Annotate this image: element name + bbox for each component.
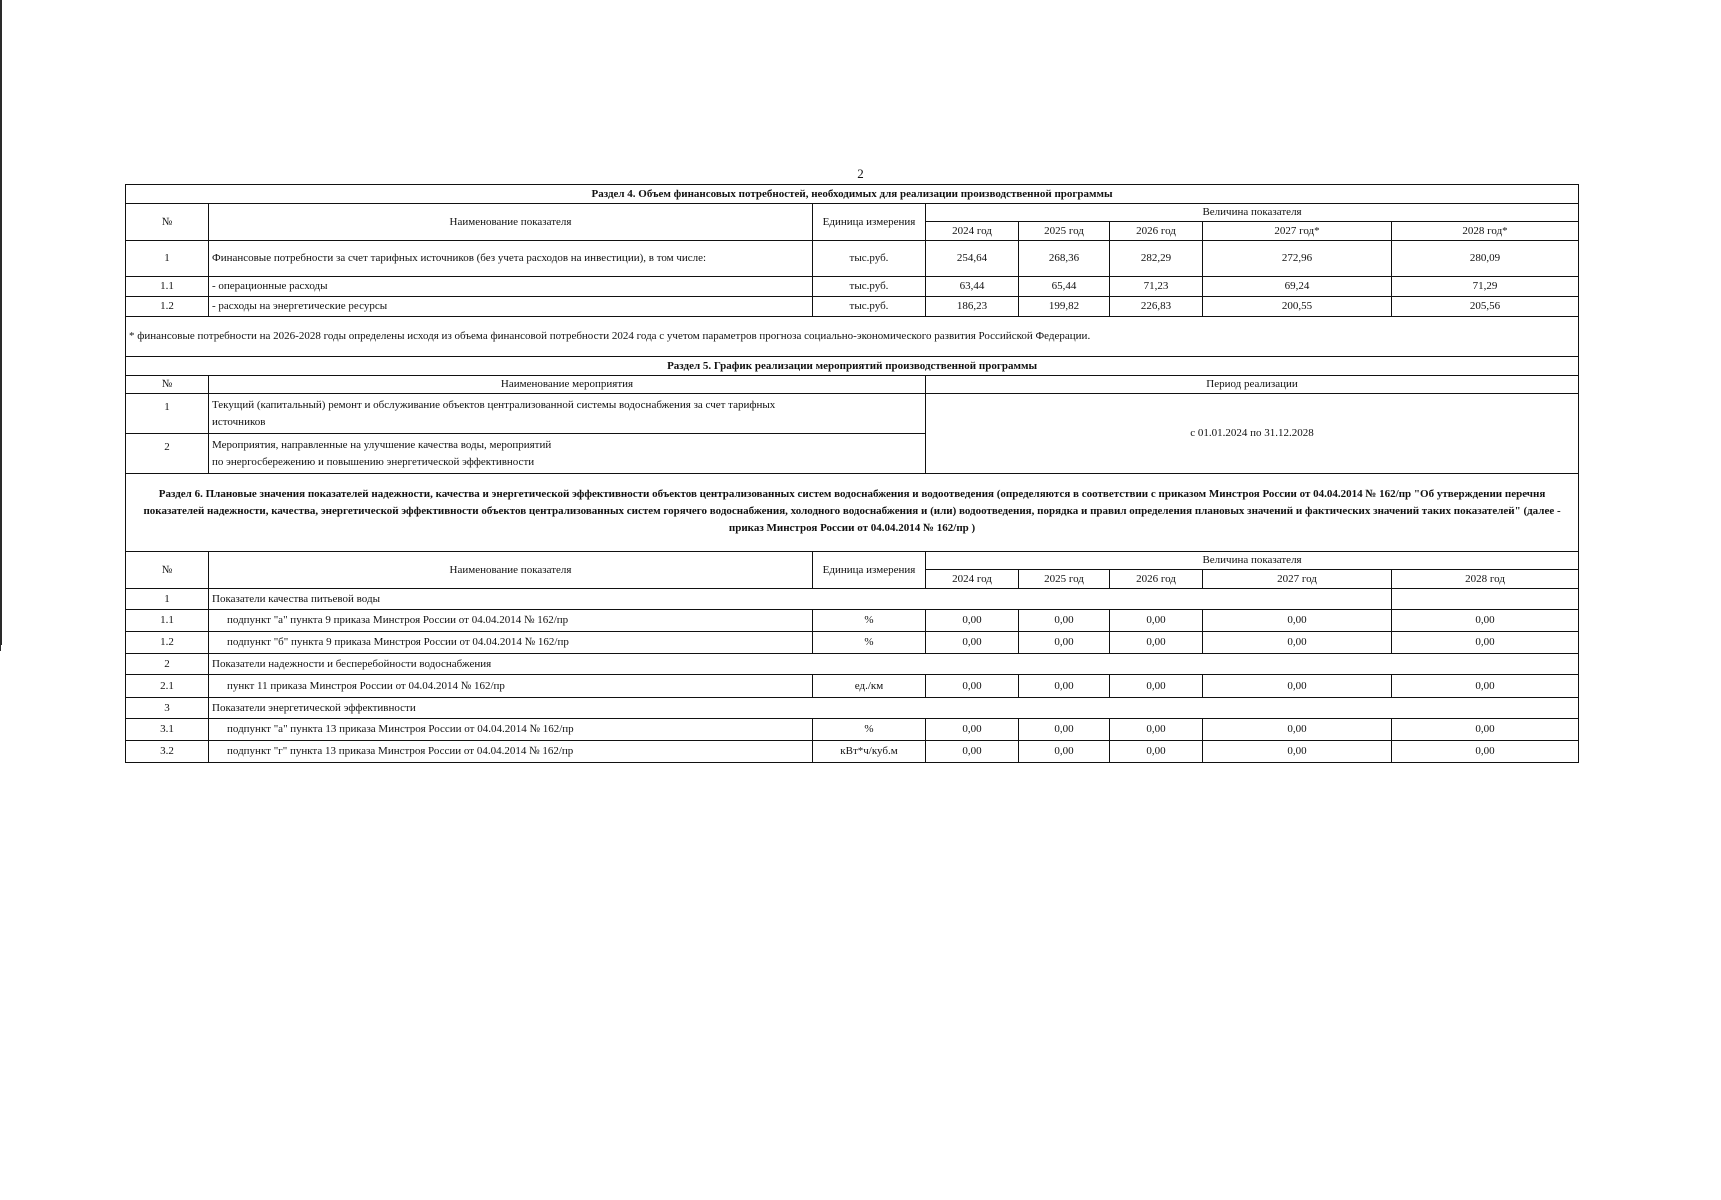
row-name: - расходы на энергетические ресурсы — [209, 297, 813, 317]
row-unit: тыс.руб. — [813, 277, 926, 297]
row-value: 282,29 — [1110, 241, 1203, 277]
main-table — [125, 184, 1579, 763]
s4-header-value: Величина показателя — [926, 204, 1579, 222]
table-row — [126, 698, 1579, 719]
table-row — [126, 719, 1579, 741]
s4-header-year: 2025 год — [1019, 222, 1110, 241]
table-row — [126, 241, 1579, 277]
row-value: 0,00 — [926, 719, 1019, 741]
scan-edge-mark — [0, 645, 1, 651]
row-value: 0,00 — [1203, 632, 1392, 654]
row-number: 1.2 — [126, 632, 209, 654]
row-number: 2 — [126, 434, 209, 474]
section4-note: * финансовые потребности на 2026-2028 годы определены исходя из объема финансовой потребности 2024 года с учетом параметров прогноза социально-экономического развития Российской Федерации. — [126, 317, 1579, 357]
row-value: 65,44 — [1019, 277, 1110, 297]
row-unit: % — [813, 719, 926, 741]
s6-header-name: Наименование показателя — [209, 552, 813, 589]
table-row — [126, 277, 1579, 297]
row-number: 1.1 — [126, 610, 209, 632]
row-value: 0,00 — [1392, 632, 1579, 654]
row-value: 0,00 — [1392, 610, 1579, 632]
row-value: 0,00 — [926, 675, 1019, 698]
row-unit: кВт*ч/куб.м — [813, 741, 926, 763]
row-value: 0,00 — [926, 610, 1019, 632]
row-value: 0,00 — [1203, 741, 1392, 763]
row-value: 0,00 — [1110, 632, 1203, 654]
table-row — [126, 675, 1579, 698]
row-value: 0,00 — [1019, 632, 1110, 654]
s6-header-year: 2025 год — [1019, 570, 1110, 589]
row-number: 1 — [126, 394, 209, 434]
table-row — [126, 297, 1579, 317]
group-number: 2 — [126, 654, 209, 675]
s4-header-year: 2027 год* — [1203, 222, 1392, 241]
row-value: 268,36 — [1019, 241, 1110, 277]
row-value: 199,82 — [1019, 297, 1110, 317]
s5-period: с 01.01.2024 по 31.12.2028 — [926, 394, 1579, 474]
row-value: 0,00 — [1203, 675, 1392, 698]
row-value: 71,23 — [1110, 277, 1203, 297]
group-number: 1 — [126, 589, 209, 610]
s5-header-name: Наименование мероприятия — [209, 376, 926, 394]
row-value: 272,96 — [1203, 241, 1392, 277]
row-value: 63,44 — [926, 277, 1019, 297]
s6-header-year: 2024 год — [926, 570, 1019, 589]
row-value: 0,00 — [1110, 719, 1203, 741]
row-value: 0,00 — [926, 632, 1019, 654]
row-name: Финансовые потребности за счет тарифных источников (без учета расходов на инвестиции), в том числе: — [209, 241, 813, 277]
row-value: 186,23 — [926, 297, 1019, 317]
row-value: 0,00 — [1019, 741, 1110, 763]
section6-title: Раздел 6. Плановые значения показателей надежности, качества и энергетической эффективности объектов централизованных систем водоснабжения и водоотведения (определяются в соответствии с приказом Минстроя России от 04.04.2014 № 162/пр "Об утверждении перечня показателей надежности, качества, энергетической эффективности объектов централизованных систем горячего водоснабжения, холодного водоснабжения и (или) водоотведения, порядка и правил определения плановых значений и фактических значений таких показателей" (далее - приказ Минстроя России от 04.04.2014 № 162/пр ) — [126, 474, 1579, 552]
row-name: - операционные расходы — [209, 277, 813, 297]
row-number: 1.1 — [126, 277, 209, 297]
row-name: подпункт "б" пункта 9 приказа Минстроя России от 04.04.2014 № 162/пр — [209, 632, 813, 654]
row-value: 0,00 — [1019, 675, 1110, 698]
s4-header-unit: Единица измерения — [813, 204, 926, 241]
row-name: подпункт "г" пункта 13 приказа Минстроя России от 04.04.2014 № 162/пр — [209, 741, 813, 763]
row-unit: тыс.руб. — [813, 297, 926, 317]
group-name: Показатели качества питьевой воды — [209, 589, 1392, 610]
s6-header-year: 2026 год — [1110, 570, 1203, 589]
row-value: 0,00 — [1019, 610, 1110, 632]
table-row — [126, 589, 1579, 610]
row-value: 226,83 — [1110, 297, 1203, 317]
row-unit: ед./км — [813, 675, 926, 698]
row-value: 0,00 — [1110, 675, 1203, 698]
table-row — [126, 654, 1579, 675]
row-name — [209, 394, 926, 434]
page-number: 2 — [857, 166, 864, 181]
group-name: Показатели энергетической эффективности — [209, 698, 1579, 719]
row-value: 0,00 — [1203, 719, 1392, 741]
row-number: 3.1 — [126, 719, 209, 741]
row-number: 1 — [126, 241, 209, 277]
row-name: подпункт "а" пункта 13 приказа Минстроя России от 04.04.2014 № 162/пр — [209, 719, 813, 741]
row-number: 1.2 — [126, 297, 209, 317]
row-unit: % — [813, 610, 926, 632]
row-value: 71,29 — [1392, 277, 1579, 297]
s6-header-no: № — [126, 552, 209, 589]
row-name-line: по энергосбережению и повышению энергетической эффективности — [212, 455, 535, 468]
empty-cell — [1392, 589, 1579, 610]
row-value: 254,64 — [926, 241, 1019, 277]
row-name-line: Текущий (капитальный) ремонт и обслуживание объектов централизованной системы водоснабжения за счет тарифных — [212, 398, 776, 411]
row-number: 3.2 — [126, 741, 209, 763]
row-value: 0,00 — [1392, 719, 1579, 741]
group-number: 3 — [126, 698, 209, 719]
s6-header-year: 2027 год — [1203, 570, 1392, 589]
row-value: 0,00 — [1110, 610, 1203, 632]
row-value: 69,24 — [1203, 277, 1392, 297]
row-name: подпункт "а" пункта 9 приказа Минстроя России от 04.04.2014 № 162/пр — [209, 610, 813, 632]
table-row — [126, 632, 1579, 654]
row-value: 0,00 — [1392, 675, 1579, 698]
section5-title: Раздел 5. График реализации мероприятий производственной программы — [126, 357, 1579, 376]
row-value: 0,00 — [1203, 610, 1392, 632]
scan-edge-line — [0, 0, 2, 645]
s5-header-no: № — [126, 376, 209, 394]
s4-header-year: 2026 год — [1110, 222, 1203, 241]
row-value: 205,56 — [1392, 297, 1579, 317]
row-value: 0,00 — [1019, 719, 1110, 741]
table-row — [126, 610, 1579, 632]
s4-header-year: 2028 год* — [1392, 222, 1579, 241]
row-name-line: Мероприятия, направленные на улучшение качества воды, мероприятий — [212, 438, 552, 451]
row-number: 2.1 — [126, 675, 209, 698]
row-unit: тыс.руб. — [813, 241, 926, 277]
row-name-line: источников — [212, 415, 266, 428]
s5-header-period: Период реализации — [926, 376, 1579, 394]
section4-title: Раздел 4. Объем финансовых потребностей, необходимых для реализации производственной программы — [126, 185, 1579, 204]
row-value: 200,55 — [1203, 297, 1392, 317]
s4-header-name: Наименование показателя — [209, 204, 813, 241]
s4-header-no: № — [126, 204, 209, 241]
row-value: 280,09 — [1392, 241, 1579, 277]
row-name — [209, 434, 926, 474]
row-name: пункт 11 приказа Минстроя России от 04.04.2014 № 162/пр — [209, 675, 813, 698]
document-body — [125, 184, 1578, 763]
s6-header-year: 2028 год — [1392, 570, 1579, 589]
group-name: Показатели надежности и бесперебойности водоснабжения — [209, 654, 1579, 675]
s4-header-year: 2024 год — [926, 222, 1019, 241]
row-value: 0,00 — [1392, 741, 1579, 763]
row-value: 0,00 — [926, 741, 1019, 763]
row-value: 0,00 — [1110, 741, 1203, 763]
s6-header-value: Величина показателя — [926, 552, 1579, 570]
s6-header-unit: Единица измерения — [813, 552, 926, 589]
table-row — [126, 741, 1579, 763]
table-row — [126, 394, 1579, 434]
row-unit: % — [813, 632, 926, 654]
